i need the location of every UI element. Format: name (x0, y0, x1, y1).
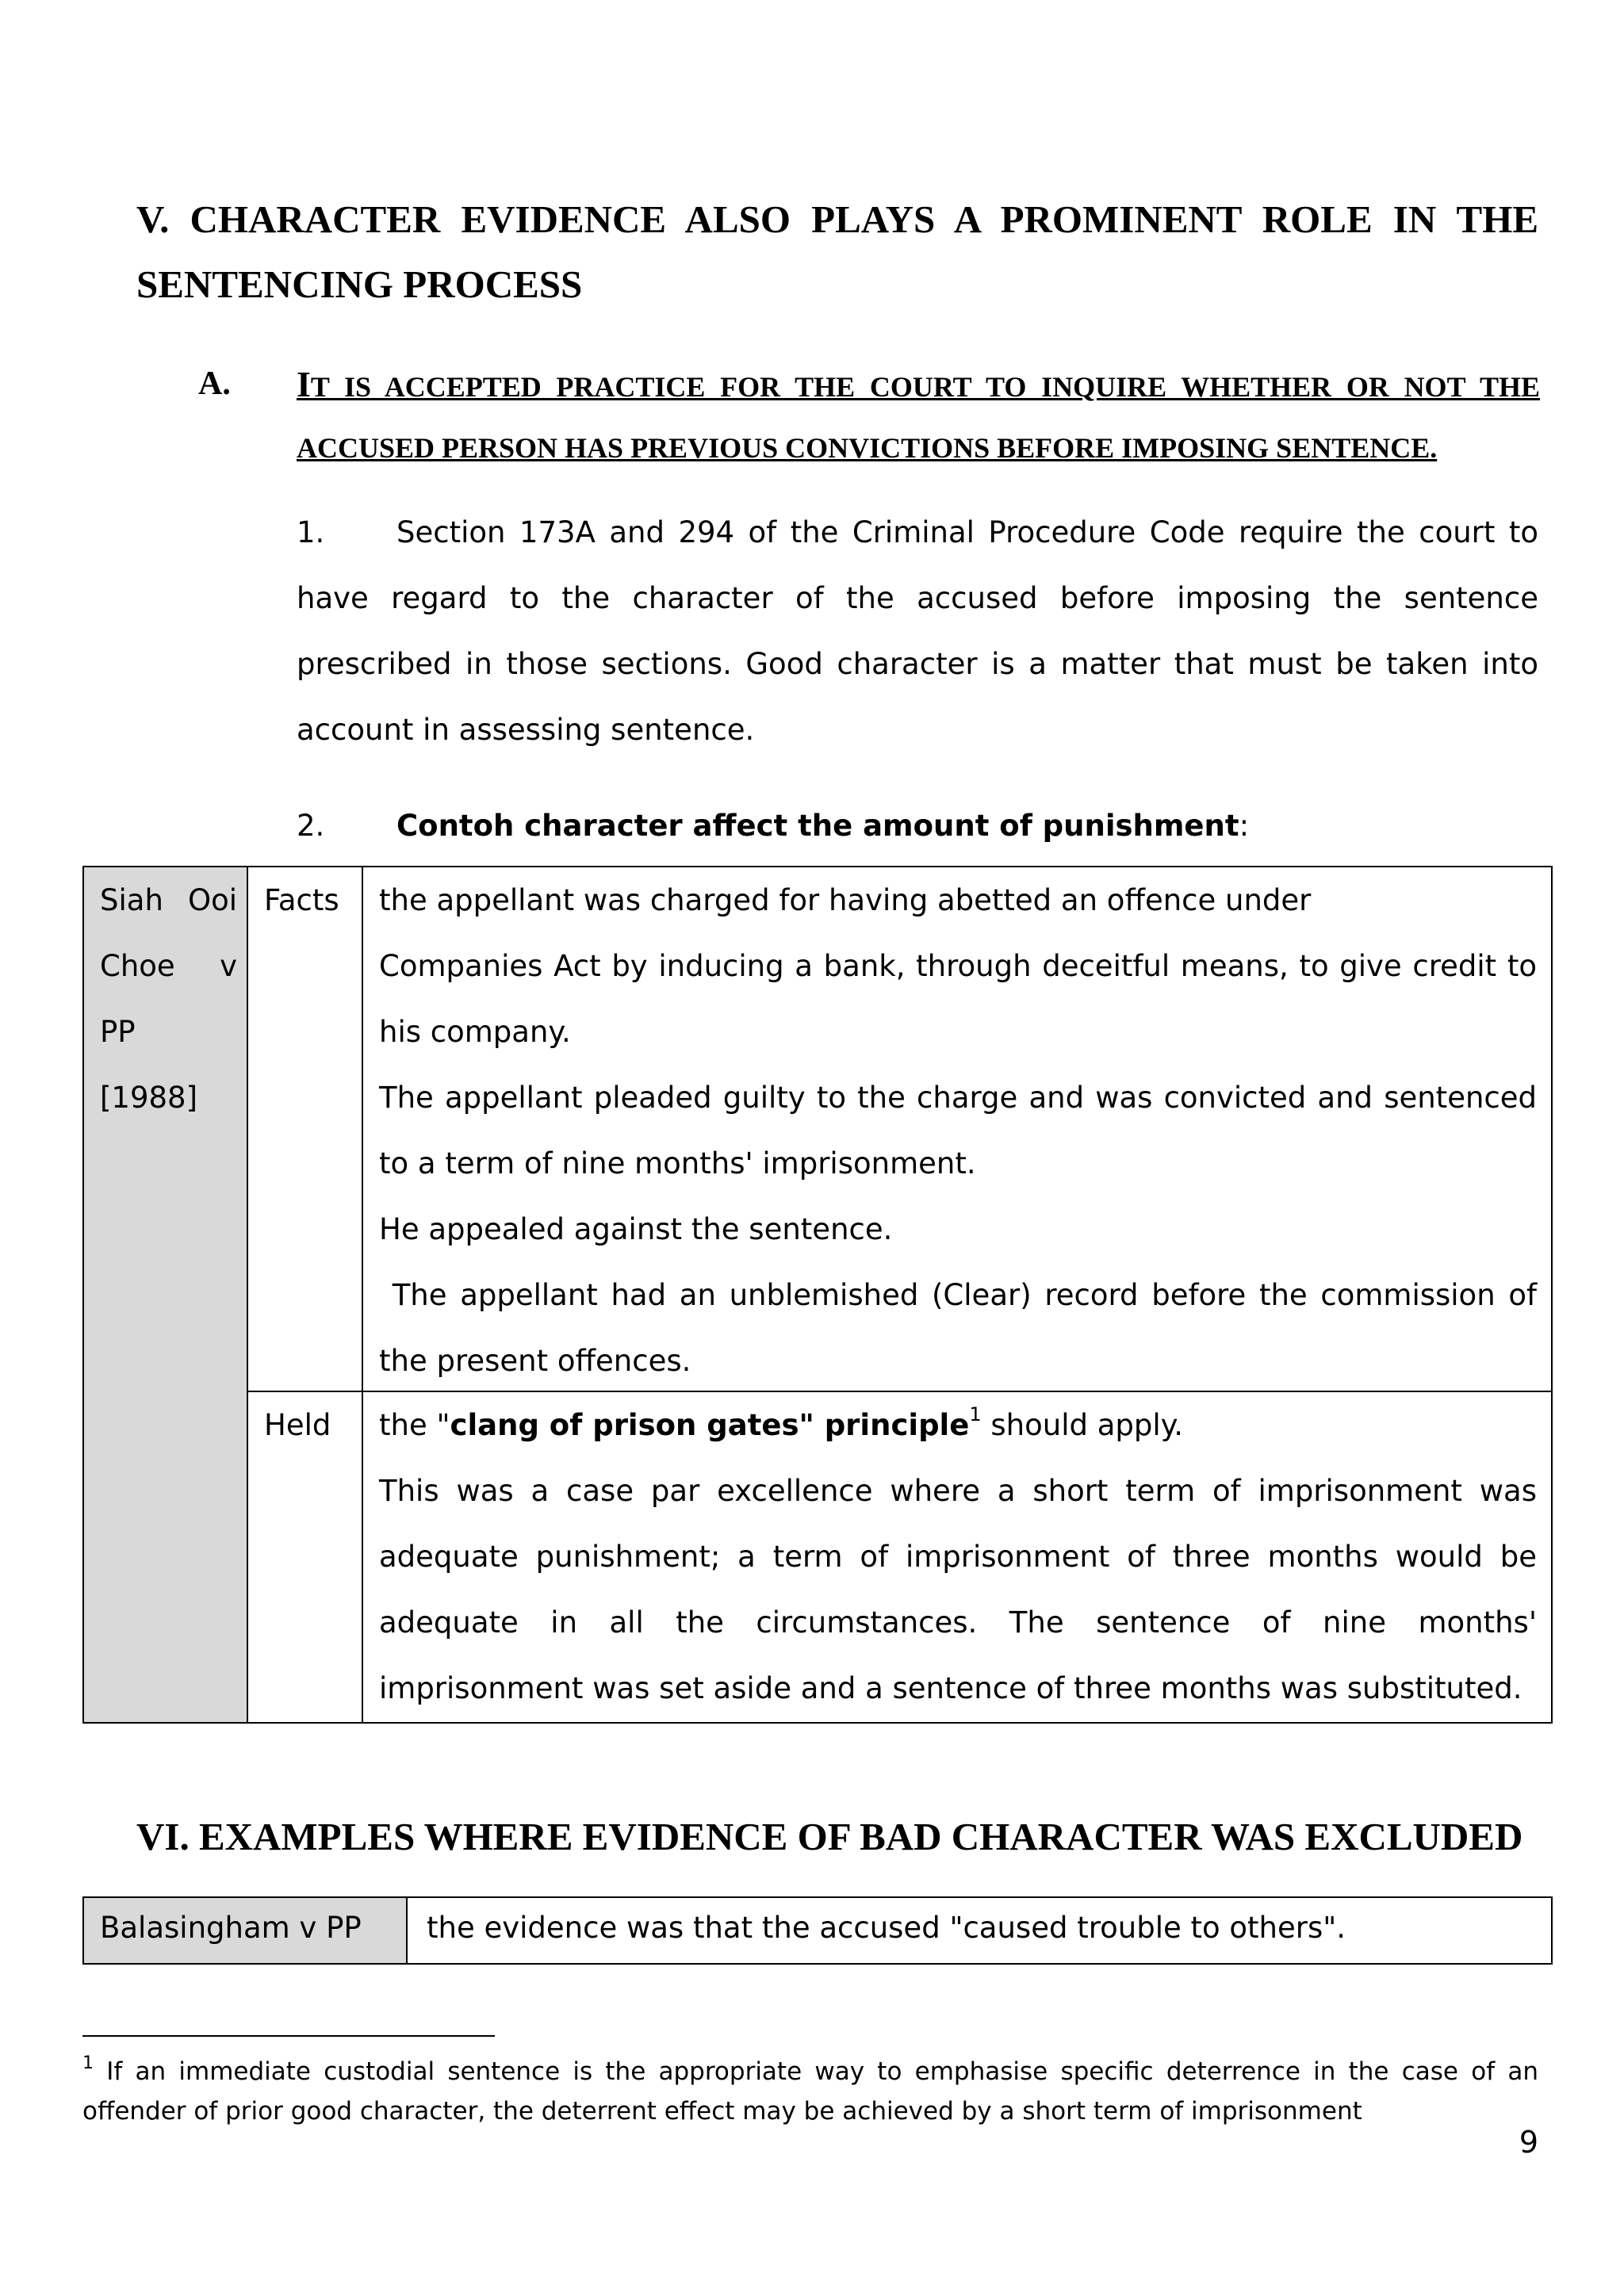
facts-label-cell (248, 867, 363, 1392)
section-vi-heading: VI. EXAMPLES WHERE EVIDENCE OF BAD CHARACTER WAS EXCLUDED (136, 1815, 1523, 1858)
case-name-line: Choe v (100, 949, 237, 983)
paragraph-2-number: 2. (297, 809, 325, 843)
paragraph-1 (297, 499, 1538, 763)
facts-line: The appellant had an unblemished (Clear) record before the commission of the present offences. (379, 1278, 1546, 1378)
held-principle: clang of prison gates" principle (450, 1408, 970, 1442)
facts-line: The appellant pleaded guilty to the charge and was convicted and sentenced to a term of nine months' imprisonment. (379, 1081, 1537, 1181)
example-table (82, 1896, 1553, 1965)
footnote-reference[interactable]: 1 (969, 1403, 982, 1425)
held-label: Held (264, 1408, 331, 1442)
subsection-a-title: IT IS ACCEPTED PRACTICE FOR THE COURT TO INQUIRE WHETHER OR NOT THE ACCUSED PERSON HAS PREVIOUS CONVICTIONS BEFORE IMPOSING SENTENCE. (297, 364, 1540, 464)
paragraph-2-suffix: : (1239, 809, 1250, 843)
paragraph-2-bold: Contoh character affect the amount of punishment (396, 809, 1239, 843)
case-name-line: PP (100, 1015, 136, 1049)
case-table (82, 866, 1553, 1724)
facts-line: the appellant was charged for having abetted an offence under (379, 883, 1312, 917)
page-number: 9 (1519, 2125, 1538, 2160)
section-v-heading: V. CHARACTER EVIDENCE ALSO PLAYS A PROMINENT ROLE IN THE SENTENCING PROCESS (136, 197, 1538, 306)
held-cell (363, 1392, 1551, 1722)
held-prefix: the " (379, 1408, 450, 1442)
case-name-line: Siah Ooi (100, 883, 237, 917)
held-label-cell (248, 1392, 363, 1722)
subsection-a-letter: A. (198, 365, 231, 402)
facts-line: He appealed against the sentence. (379, 1212, 893, 1246)
example-case-text: the evidence was that the accused "caused trouble to others". (427, 1911, 1346, 1945)
footnote-text: If an immediate custodial sentence is the appropriate way to emphasise specific deterrence in the case of an offender of prior good character, the deterrent effect may be achieved by a short term of imprisonment (82, 2057, 1538, 2126)
footnote-number: 1 (82, 2053, 94, 2073)
case-name-line: [1988] (100, 1081, 198, 1115)
paragraph-1-text: Section 173A and 294 of the Criminal Procedure Code require the court to have regard to the character of the accused before imposing the sentence prescribed in those sections. Good character is a matter that must be taken into account in assessing sentence. (297, 515, 1538, 747)
footnote-divider (82, 2035, 495, 2037)
facts-line: Companies Act by inducing a bank, through deceitful means, to give credit to his company. (379, 949, 1537, 1049)
held-first-line (379, 1392, 1537, 1458)
facts-label: Facts (264, 883, 339, 917)
paragraph-2 (297, 793, 1538, 859)
example-case-name: Balasingham v PP (84, 1898, 408, 1963)
paragraph-1-number: 1. (297, 515, 325, 549)
facts-cell (363, 867, 1551, 1392)
case-name-cell (84, 867, 248, 1722)
held-suffix: should apply. (981, 1408, 1184, 1442)
footnote (82, 2052, 1538, 2131)
held-text: This was a case par excellence where a short term of imprisonment was adequate punishment; a term of imprisonment of three months would be adequate in all the circumstances. The sentence of nine months' imprisonment was set aside and a sentence of three months was substituted. (379, 1474, 1537, 1705)
